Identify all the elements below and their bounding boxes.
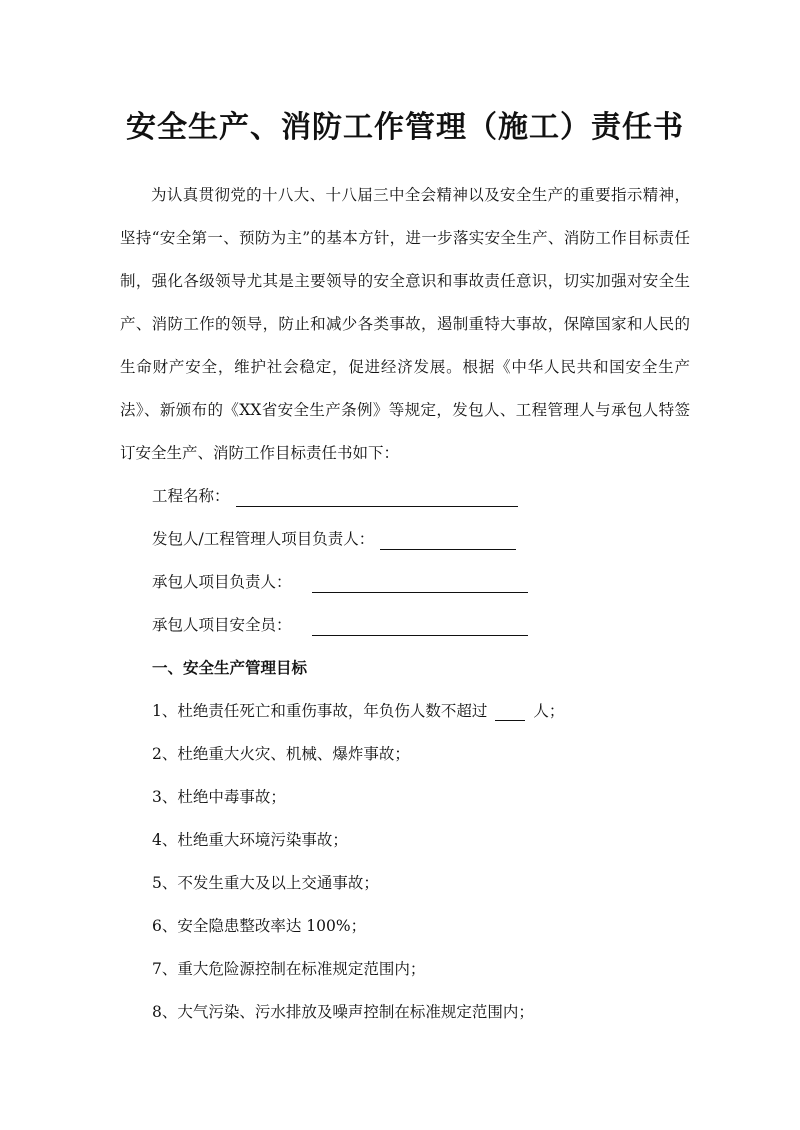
employer-lead-blank — [380, 531, 516, 550]
list-item: 8、大气污染、污水排放及噪声控制在标准规定范围内； — [152, 1003, 534, 1021]
project-name-label: 工程名称： — [152, 487, 230, 505]
list-item: 7、重大危险源控制在标准规定范围内； — [152, 960, 426, 978]
item1-suffix: 人； — [533, 702, 565, 720]
contractor-safety-row — [120, 604, 690, 647]
list-item: 2、杜绝重大火灾、机械、爆炸事故； — [152, 745, 410, 763]
injury-count-blank — [495, 704, 525, 721]
list-item — [120, 690, 690, 733]
employer-lead-row — [120, 518, 690, 561]
list-item: 3、杜绝中毒事故； — [152, 788, 286, 806]
section-heading: 一、安全生产管理目标 — [152, 659, 308, 677]
contractor-safety-blank — [312, 617, 528, 636]
list-item: 5、不发生重大及以上交通事故； — [152, 874, 379, 892]
project-name-row — [120, 475, 690, 518]
item1-text: 1、杜绝责任死亡和重伤事故，年负伤人数不超过 — [152, 702, 488, 720]
contractor-safety-label: 承包人项目安全员： — [152, 616, 292, 634]
contractor-pm-row — [120, 561, 690, 604]
intro-paragraph: 为认真贯彻党的十八大、十八届三中全会精神以及安全生产的重要指示精神，坚持“安全第一、预防为主”的基本方针，进一步落实安全生产、消防工作目标责任制，强化各级领导尤其是主要领导的安全意识和事故责任意识，切实加强对安全生产、消防工作的领导，防止和减少各类事故，遏制重特大事故，保障国家和人民的生命财产安全，维护社会稳定，促进经济发展。根据《中华人民共和国安全生产法》、新颁布的《XX省安全生产条例》等规定，发包人、工程管理人与承包人特签订安全生产、消防工作目标责任书如下： — [120, 186, 690, 462]
list-item: 4、杜绝重大环境污染事故； — [152, 831, 348, 849]
contractor-pm-blank — [312, 574, 528, 593]
list-item: 6、安全隐患整改率达 100%； — [152, 917, 367, 935]
contractor-pm-label: 承包人项目负责人： — [152, 573, 292, 591]
employer-lead-label: 发包人/工程管理人项目负责人： — [152, 530, 375, 548]
document-title: 安全生产、消防工作管理（施工）责任书 — [126, 110, 684, 145]
project-name-blank — [236, 488, 518, 507]
